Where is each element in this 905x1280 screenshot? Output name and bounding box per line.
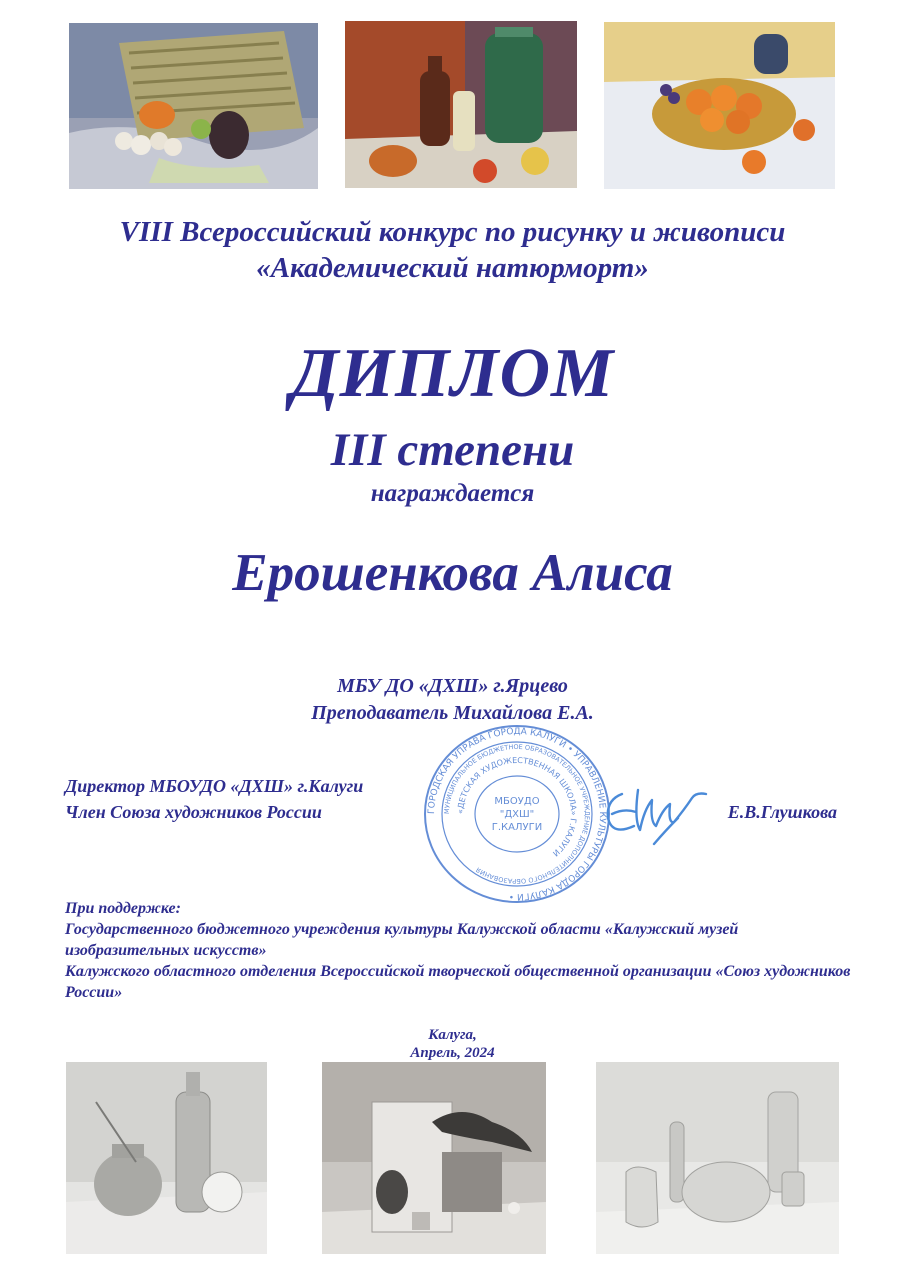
painting-fruit-still-life	[604, 22, 835, 189]
recipient-name: Ерошенкова Алиса	[232, 544, 673, 602]
support-heading: При поддержке:	[65, 900, 181, 917]
stamp-inner-text: «ДЕТСКАЯ ХУДОЖЕСТВЕННАЯ ШКОЛА» Г.КАЛУГИ	[455, 755, 579, 858]
teacher-name: Преподаватель Михайлова Е.А.	[311, 702, 594, 724]
support-line-museum: Государственного бюджетного учреждения культуры Калужской области «Калужский музей изобразительных искусств»	[65, 921, 739, 959]
stamp-outer-text: ГОРОДСКАЯ УПРАВА ГОРОДА КАЛУГИ • УПРАВЛЕНИЕ КУЛЬТУРЫ ГОРОДА КАЛУГИ •	[426, 726, 608, 902]
official-stamp	[422, 724, 612, 904]
drawing-teapot-still-life	[596, 1062, 839, 1254]
stamp-center-line-2: "ДХШ"	[499, 809, 535, 820]
drawing-jug-still-life	[66, 1062, 267, 1254]
director-title: Директор МБОУДО «ДХШ» г.Калуги	[65, 776, 364, 796]
diploma-title: ДИПЛОМ	[290, 335, 615, 412]
contest-title-line-2: «Академический натюрморт»	[256, 252, 649, 284]
drawing-raven-still-life	[322, 1062, 546, 1254]
support-section	[65, 898, 855, 1003]
contest-title	[0, 214, 905, 286]
contest-title-line-1: VIII Всероссийский конкурс по рисунку и живописи	[119, 216, 786, 248]
stamp-middle-text: МУНИЦИПАЛЬНОЕ БЮДЖЕТНОЕ ОБРАЗОВАТЕЛЬНОЕ УЧРЕЖДЕНИЕ ДОПОЛНИТЕЛЬНОГО ОБРАЗОВАНИЯ	[442, 742, 592, 886]
awarded-label: награждается	[370, 480, 535, 507]
support-line-union: Калужского областного отделения Всероссийской творческой общественной организации «Союз художников России»	[65, 963, 851, 1001]
stamp-center-line-3: Г.КАЛУГИ	[491, 822, 543, 833]
stamp-center-line-1: МБОУДО	[494, 796, 540, 807]
director-signature	[594, 770, 712, 860]
director-name: Е.В.Глушкова	[727, 802, 837, 822]
director-membership: Член Союза художников России	[65, 802, 322, 822]
painting-basket-still-life	[69, 23, 318, 189]
painting-bottles-still-life	[345, 21, 577, 188]
school-name: МБУ ДО «ДХШ» г.Ярцево	[337, 675, 568, 697]
footer-place: Калуга,	[428, 1027, 477, 1043]
diploma-degree: III степени	[330, 424, 575, 476]
footer-date: Апрель, 2024	[410, 1045, 495, 1061]
